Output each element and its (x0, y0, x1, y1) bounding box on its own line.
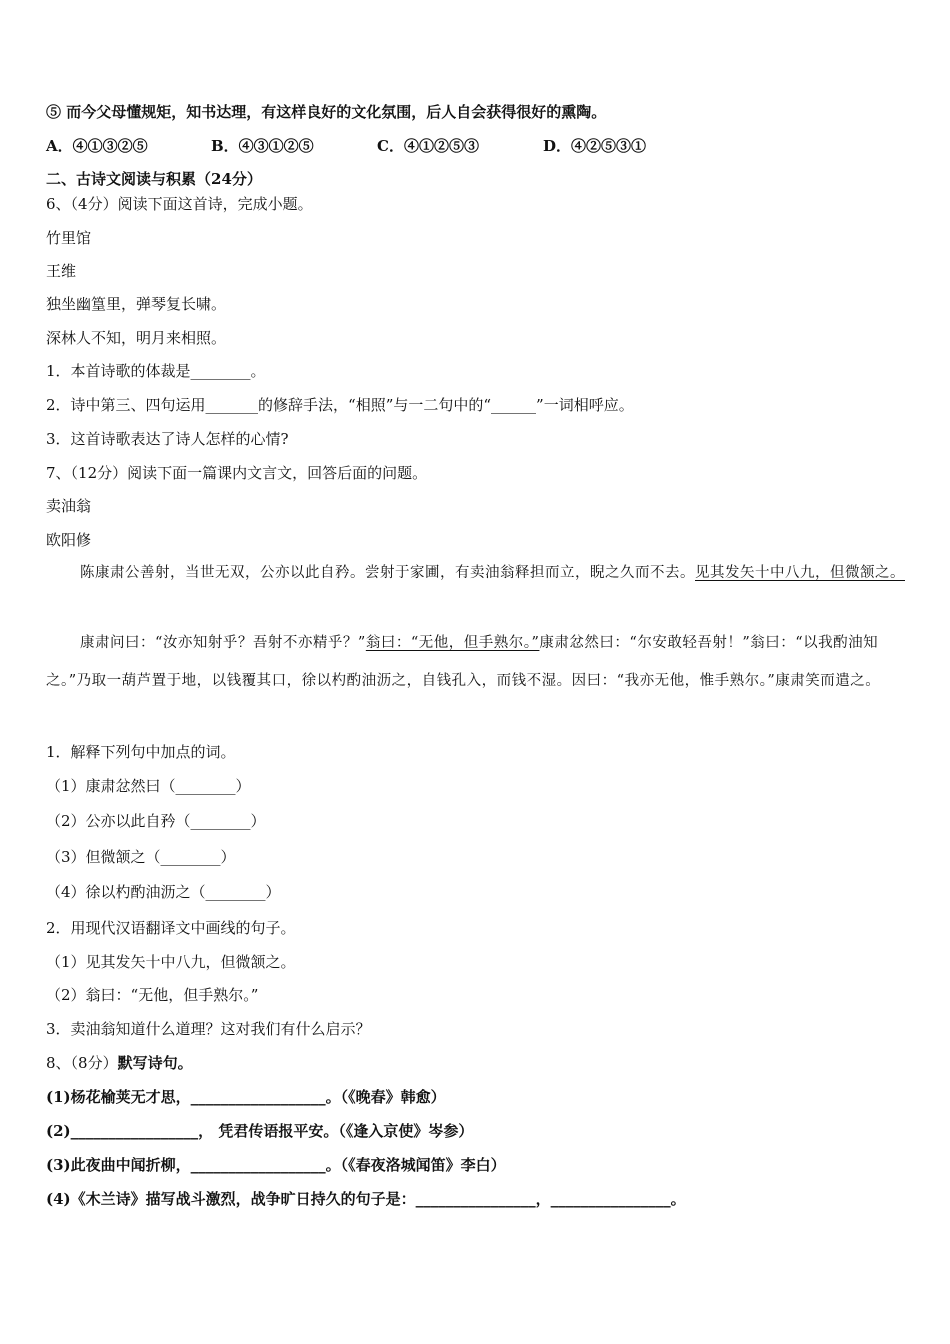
q8-intro-label: 8、（8分） (46, 1054, 118, 1072)
q7-sub1-item-1: （1）康肃忿然曰（________） (46, 777, 251, 795)
passage-p2-text-a: 康肃问曰：“汝亦知射乎？吾射不亦精乎？” (80, 635, 366, 651)
passage-title: 卖油翁 (46, 497, 92, 515)
q6-sub3: 3．这首诗歌表达了诗人怎样的心情? (46, 430, 289, 448)
poem-line-1: 独坐幽篁里，弹琴复长啸。 (46, 295, 227, 313)
underlined-sentence-1b: 但微颔之。 (830, 565, 905, 581)
underlined-sentence-2: 翁曰：“无他，但手熟尔。” (365, 635, 540, 651)
q7-intro: 7、（12分）阅读下面一篇课内文言文，回答后面的问题。 (46, 464, 428, 482)
q8-item-4: (4)《木兰诗》描写战斗激烈，战争旷日持久的句子是：________________，________________。 (46, 1190, 686, 1208)
q7-sub1-item-4: （4）徐以杓酌油沥之（________） (46, 883, 281, 901)
q7-sub1-item-2: （2）公亦以此自矜（________） (46, 812, 266, 830)
q6-intro: 6、（4分）阅读下面这首诗，完成小题。 (46, 195, 313, 213)
poem-title: 竹里馆 (46, 229, 92, 247)
q8-item-3: (3)此夜曲中闻折柳，__________________。（《春夜洛城闻笛》李白） (46, 1156, 506, 1174)
q6-sub1: 1．本首诗歌的体裁是________。 (46, 362, 266, 380)
q8-item-1: (1)杨花榆荚无才思，__________________。（《晚春》韩愈） (46, 1088, 446, 1106)
passage-p2-text-b: 康肃忿然曰：“尔安敢轻吾射！”翁曰：“以我酌油知之。”乃取一葫芦置于地，以钱覆其口，徐以杓酌油沥之，自钱孔入，而钱不湿。因曰：“我亦无他，惟手熟尔。”康肃笑而遣之。 (46, 635, 881, 689)
q5-option-a: A．④①③②⑤ (46, 137, 148, 155)
q5-option-b: B．④③①②⑤ (211, 137, 314, 155)
q7-sub1-item-3: （3）但微颔之（________） (46, 848, 236, 866)
passage-p1-text: 陈康肃公善射，当世无双，公亦以此自矜。尝射于家圃，有卖油翁释担而立，睨之久而不去。 (80, 565, 695, 581)
passage-author: 欧阳修 (46, 531, 92, 549)
q8-intro (46, 1053, 193, 1073)
q7-sub3: 3．卖油翁知道什么道理？这对我们有什么启示？ (46, 1020, 371, 1038)
q7-sub1: 1．解释下列句中加点的词。 (46, 743, 236, 761)
q5-item5: ⑤ 而今父母懂规矩，知书达理，有这样良好的文化氛围，后人自会获得很好的熏陶。 (46, 103, 607, 121)
q8-intro-bold: 默写诗句。 (117, 1054, 193, 1072)
q5-option-c: C．④①②⑤③ (377, 137, 479, 155)
q7-sub2-item-1: （1）见其发矢十中八九，但微颔之。 (46, 953, 296, 971)
q5-option-d: D．④②⑤③① (543, 137, 647, 155)
q7-sub2: 2．用现代汉语翻译文中画线的句子。 (46, 919, 296, 937)
poem-line-2: 深林人不知，明月来相照。 (46, 329, 227, 347)
section-heading: 二、古诗文阅读与积累（24分） (46, 170, 262, 188)
q7-sub2-item-2: （2）翁曰：“无他，但手熟尔。” (46, 986, 259, 1004)
q8-item-2: (2)_________________， 凭君传语报平安。（《逢入京使》岑参） (46, 1122, 474, 1140)
poem-author: 王维 (46, 262, 77, 280)
q6-sub2: 2．诗中第三、四句运用_______的修辞手法，“相照”与一二句中的“______”一词相呼应。 (46, 396, 634, 414)
passage-paragraph-1 (46, 554, 914, 592)
underlined-sentence-1a: 见其发矢十中八九， (695, 565, 830, 581)
passage-paragraph-2 (46, 624, 914, 700)
